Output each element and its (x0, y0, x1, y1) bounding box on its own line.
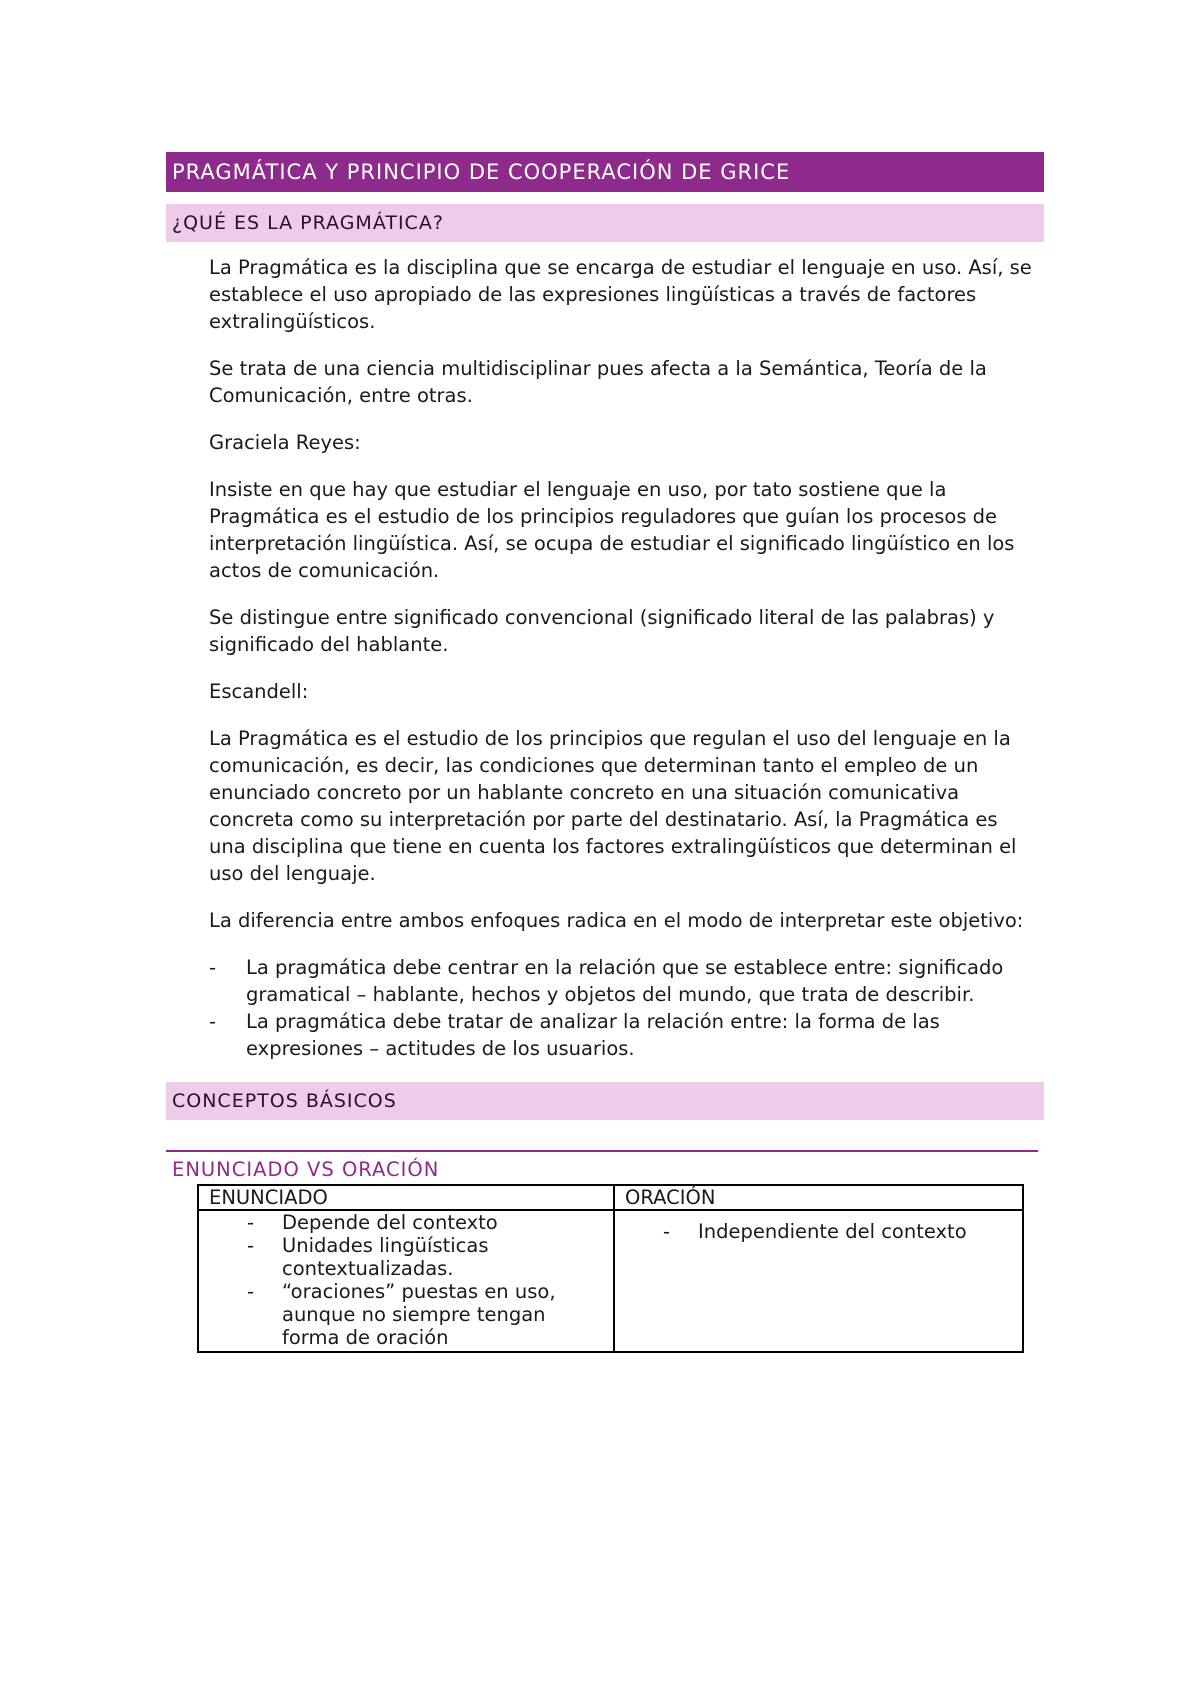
table-header-cell: ENUNCIADO (198, 1185, 614, 1210)
paragraph: Se trata de una ciencia multidisciplinar pues afecta a la Semántica, Teoría de la Comunicación, entre otras. (209, 357, 987, 407)
dash-bullet: - (247, 1211, 255, 1234)
paragraph: Insiste en que hay que estudiar el lenguaje en uso, por tato sostiene que la Pragmática es el estudio de los principios reguladores que guían los procesos de interpretación lingüística. Así, se ocupa de estudiar el significado lingüístico en los actos de comunicación. (209, 478, 1015, 582)
list-item-text: Independiente del contexto (698, 1220, 967, 1243)
section-body (166, 254, 1044, 1062)
list-item (209, 1211, 603, 1234)
list-item-text: “oraciones” puestas en uso, aunque no siempre tengan forma de oración (282, 1280, 556, 1349)
list-item-text: La pragmática debe tratar de analizar la relación entre: la forma de las expresiones – actitudes de los usuarios. (246, 1010, 940, 1060)
document-page (166, 152, 1044, 1353)
paragraph: Graciela Reyes: (209, 431, 361, 454)
table-header-row (198, 1185, 1023, 1210)
list-item-text: Depende del contexto (282, 1211, 498, 1234)
table-row (198, 1210, 1023, 1352)
paragraph: La Pragmática es la disciplina que se encarga de estudiar el lenguaje en uso. Así, se establece el uso apropiado de las expresiones lingüísticas a través de factores extralingüísticos. (209, 256, 1032, 333)
dash-bullet: - (247, 1280, 255, 1303)
cell-list (625, 1220, 1012, 1243)
dash-bullet: - (209, 1010, 217, 1033)
document-title: PRAGMÁTICA Y PRINCIPIO DE COOPERACIÓN DE GRICE (166, 152, 1044, 192)
cell-list (209, 1211, 603, 1349)
paragraph: Escandell: (209, 680, 309, 703)
list-item (209, 954, 1040, 1008)
table-header-cell: ORACIÓN (614, 1185, 1023, 1210)
paragraph: La diferencia entre ambos enfoques radica en el modo de interpretar este objetivo: (209, 909, 1024, 932)
dash-bullet: - (663, 1220, 671, 1243)
table-cell (614, 1210, 1023, 1352)
list-item (209, 1280, 603, 1349)
list-item (209, 1234, 603, 1280)
list-item (625, 1220, 1012, 1243)
comparison-table (197, 1184, 1024, 1353)
list-item (209, 1008, 1040, 1062)
dash-bullet: - (209, 956, 217, 979)
section-heading-basic-concepts: CONCEPTOS BÁSICOS (166, 1082, 1044, 1120)
paragraph: La Pragmática es el estudio de los principios que regulan el uso del lenguaje en la comunicación, es decir, las condiciones que determinan tanto el empleo de un enunciado concreto por un hablante concreto en una situación comunicativa concreta como su interpretación por parte del destinatario. Así, la Pragmática es una disciplina que tiene en cuenta los factores extralingüísticos que determinan el uso del lenguaje. (209, 727, 1017, 885)
dash-bullet: - (247, 1234, 255, 1257)
subheading-rule (166, 1150, 1038, 1182)
table-cell (198, 1210, 614, 1352)
subheading: ENUNCIADO VS ORACIÓN (172, 1158, 440, 1181)
list-item-text: La pragmática debe centrar en la relación que se establece entre: significado gramatical – hablante, hechos y objetos del mundo, que trata de describir. (246, 956, 1004, 1006)
paragraph: Se distingue entre significado convencional (significado literal de las palabras) y significado del hablante. (209, 606, 995, 656)
bullet-list (209, 954, 1040, 1062)
section-heading-what-is-pragmatics: ¿QUÉ ES LA PRAGMÁTICA? (166, 204, 1044, 242)
list-item-text: Unidades lingüísticas contextualizadas. (282, 1234, 489, 1280)
